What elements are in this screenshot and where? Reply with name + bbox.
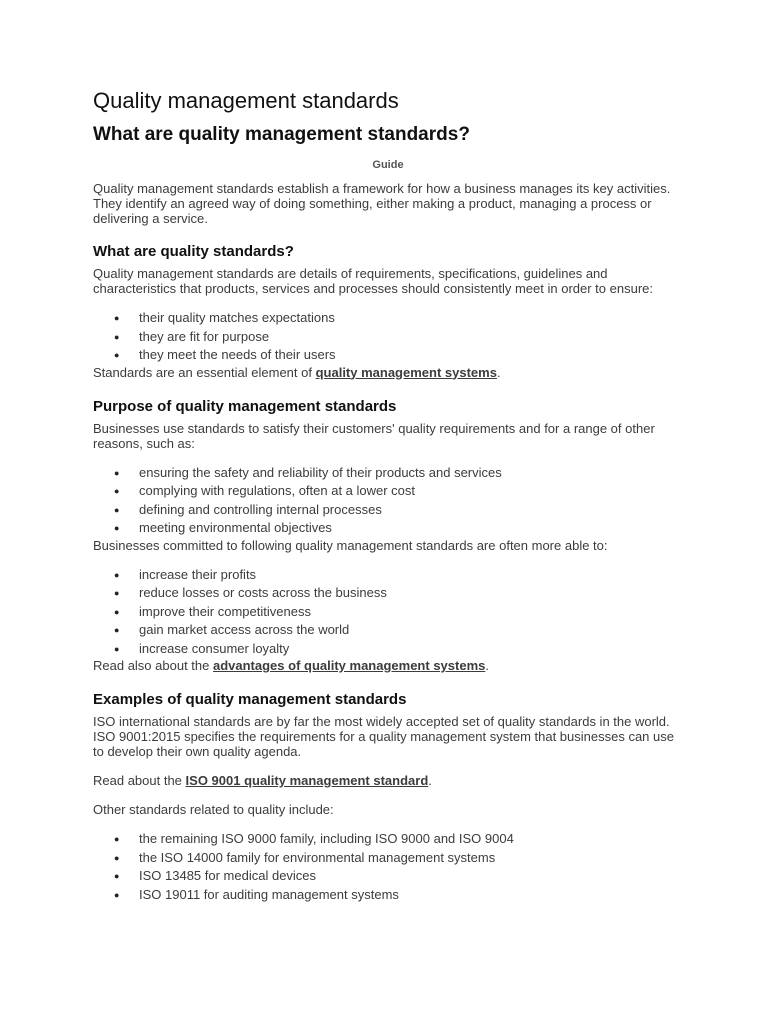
- bullet-icon: ●: [114, 625, 120, 635]
- bullet-icon: ●: [114, 313, 120, 323]
- list-item: [93, 346, 683, 365]
- bullet-list: [93, 830, 683, 904]
- list-item-text: meeting environmental objectives: [139, 520, 332, 535]
- section-paragraph: Read about the ISO 9001 quality management standard.: [93, 773, 432, 788]
- guide-label: Guide: [372, 159, 404, 171]
- list-item: [93, 640, 683, 659]
- bullet-icon: ●: [114, 871, 120, 881]
- section-paragraph: ISO international standards are by far the most widely accepted set of quality standards in the world. ISO 9001:2015 specifies the requirements for a quality management system that businesses can use to develop their own quality agenda.: [93, 714, 674, 759]
- list-item: [93, 830, 683, 849]
- list-item: [93, 482, 683, 501]
- bullet-icon: ●: [114, 852, 120, 863]
- quality-management-systems-link[interactable]: quality management systems: [315, 364, 497, 380]
- advantages-link[interactable]: advantages of quality management systems: [212, 658, 486, 673]
- section-paragraph: Other standards related to quality include:: [93, 802, 334, 817]
- list-item: [93, 519, 683, 538]
- list-item-text: they are fit for purpose: [139, 328, 270, 344]
- list-item: [93, 584, 683, 603]
- section-paragraph: Standards are an essential element of quality management systems.: [93, 364, 501, 380]
- list-item: [93, 603, 683, 622]
- iso-9001-link[interactable]: ISO 9001 quality management standard: [185, 773, 429, 788]
- section-paragraph: Businesses committed to following quality management standards are often more able to:: [93, 537, 608, 553]
- list-item: [93, 464, 683, 483]
- page-title: Quality management standards: [93, 88, 399, 113]
- section-paragraph: Businesses use standards to satisfy their customers' quality requirements and for a range of other reasons, such as:: [93, 420, 655, 451]
- list-item-text: defining and controlling internal processes: [139, 501, 382, 517]
- list-item: [93, 309, 683, 328]
- section-paragraph: Quality management standards are details of requirements, specifications, guidelines and characteristics that products, services and processes should consistently meet in order to ensure:: [93, 266, 653, 296]
- list-item-text: complying with regulations, often at a lower cost: [139, 483, 416, 498]
- bullet-icon: ●: [114, 889, 120, 900]
- list-item: [93, 886, 683, 905]
- bullet-icon: ●: [114, 606, 120, 617]
- list-item: [93, 501, 683, 520]
- page-subtitle: What are quality management standards?: [93, 124, 470, 145]
- bullet-icon: ●: [114, 834, 120, 844]
- document-page: [93, 86, 683, 904]
- list-item-text: the remaining ISO 9000 family, including ISO 9000 and ISO 9004: [139, 831, 514, 846]
- list-item-text: increase their profits: [139, 566, 257, 582]
- bullet-icon: ●: [114, 350, 120, 360]
- list-item: [93, 566, 683, 585]
- bullet-icon: ●: [114, 331, 120, 342]
- list-item-text: gain market access across the world: [139, 622, 350, 637]
- list-item-text: ensuring the safety and reliability of their products and services: [139, 464, 502, 480]
- section-heading-purpose: Purpose of quality management standards: [93, 397, 397, 415]
- bullet-icon: ●: [114, 643, 120, 654]
- bullet-icon: ●: [114, 486, 120, 496]
- list-item: [93, 867, 683, 886]
- bullet-list: [93, 566, 683, 659]
- bullet-icon: ●: [114, 569, 120, 580]
- list-item-text: ISO 13485 for medical devices: [139, 868, 317, 883]
- list-item-text: reduce losses or costs across the business: [139, 585, 387, 600]
- list-item: [93, 621, 683, 640]
- list-item: [93, 849, 683, 868]
- section-heading-quality-standards: What are quality standards?: [93, 243, 294, 260]
- list-item: [93, 328, 683, 347]
- list-item-text: their quality matches expectations: [139, 310, 335, 325]
- intro-paragraph: Quality management standards establish a framework for how a business manages its key activities. They identify an agreed way of doing something, either making a product, managing a process or delivering a service.: [93, 181, 671, 226]
- bullet-list: [93, 309, 683, 365]
- list-item-text: improve their competitiveness: [139, 603, 311, 619]
- section-heading-examples: Examples of quality management standards: [93, 691, 407, 708]
- list-item-text: ISO 19011 for auditing management systems: [139, 886, 399, 902]
- section-paragraph: Read also about the advantages of quality management systems.: [93, 658, 489, 673]
- list-item-text: increase consumer loyalty: [139, 640, 290, 656]
- bullet-icon: ●: [114, 523, 120, 533]
- bullet-list: [93, 464, 683, 538]
- bullet-icon: ●: [114, 588, 120, 598]
- list-item-text: they meet the needs of their users: [139, 347, 336, 362]
- bullet-icon: ●: [114, 504, 120, 515]
- bullet-icon: ●: [114, 467, 120, 478]
- list-item-text: the ISO 14000 family for environmental management systems: [139, 849, 496, 865]
